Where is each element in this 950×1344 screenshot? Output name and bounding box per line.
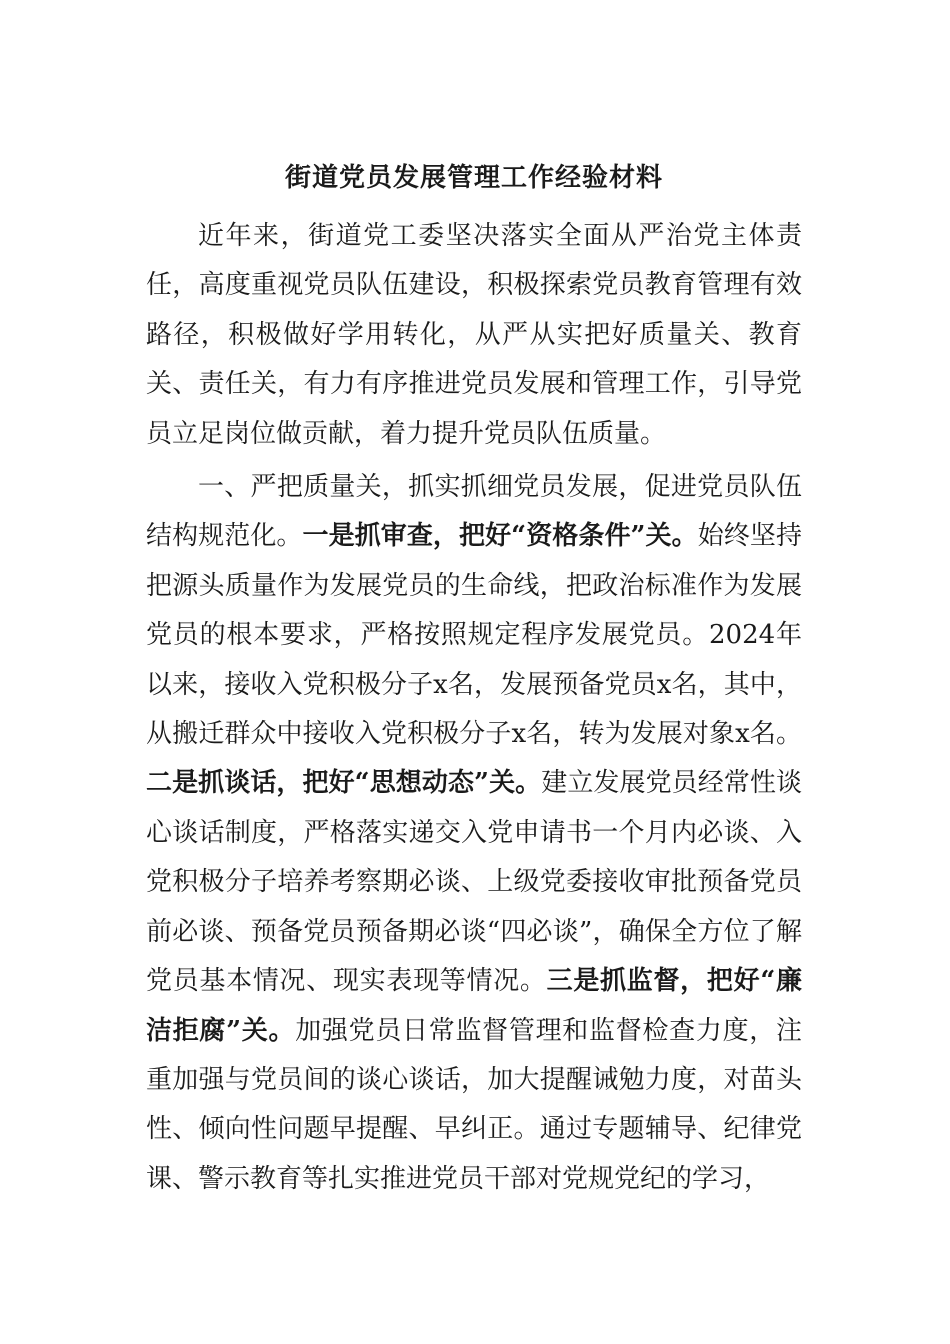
point-3-text: 加强党员日常监督管理和监督检查力度，注重加强与党员间的谈心谈话，加大提醒诫勉力度，对苗头性、倾向性问题早提醒、早纠正。通过专题辅导、纪律党课、警示教育等扎实推进党员干部对党规党纪的学习， [146,1015,802,1194]
point-2-text: 建立发展党员经常性谈心谈话制度，严格落实递交入党申请书一个月内必谈、入党积极分子培养考察期必谈、上级党委接收审批预备党员前必谈、预备党员预备期必谈“四必谈”，确保全方位了解党员基本情况、现实表现等情况。 [146,768,802,997]
section-1-paragraph [146,463,802,1204]
section-1-heading: 一、严把质量关，抓实抓细党员发展，促进党员队伍结构规范化。 [146,472,802,552]
point-1-text: 始终坚持把源头质量作为发展党员的生命线，把政治标准作为发展党员的根本要求，严格按照规定程序发展党员。2024年以来，接收入党积极分子x名，发展预备党员x名，其中，从搬迁群众中接收入党积极分子x名，转为发展对象x名。 [146,521,802,750]
document-page [146,155,802,1204]
point-2-title: 二是抓谈话，把好“思想动态”关。 [146,768,542,799]
point-1-title: 一是抓审查，把好“资格条件”关。 [302,521,698,552]
point-3-title: 三是抓监督，把好“廉洁拒腐”关。 [146,966,802,1046]
intro-paragraph: 近年来，街道党工委坚决落实全面从严治党主体责任，高度重视党员队伍建设，积极探索党员教育管理有效路径，积极做好学用转化，从严从实把好质量关、教育关、责任关，有力有序推进党员发展和管理工作，引导党员立足岗位做贡献，着力提升党员队伍质量。 [146,221,802,449]
document-title: 街道党员发展管理工作经验材料 [284,163,663,193]
